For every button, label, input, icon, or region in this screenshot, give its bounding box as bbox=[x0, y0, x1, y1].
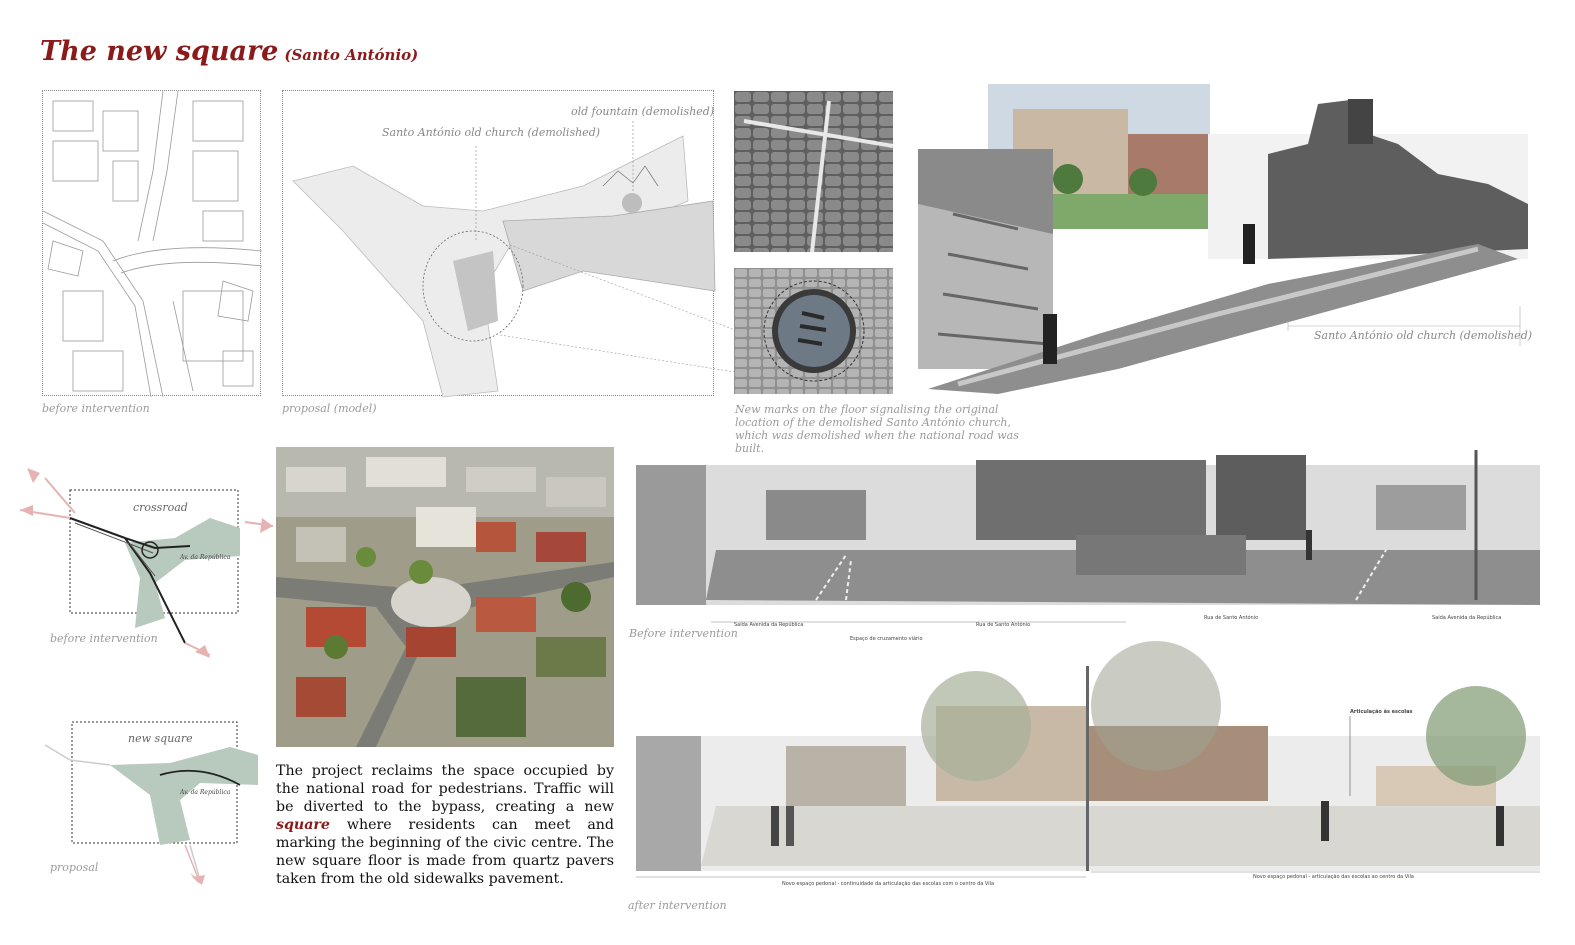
cobblestone-cross-photo bbox=[734, 91, 893, 252]
diagram-before-caption: before intervention bbox=[50, 632, 158, 645]
diagram-proposal bbox=[40, 705, 280, 885]
title-subtitle: (Santo António) bbox=[284, 46, 419, 64]
project-description bbox=[276, 762, 614, 888]
panorama-after-imagery bbox=[636, 666, 1540, 881]
proposal-caption: proposal (model) bbox=[282, 402, 377, 415]
diagram-avenue-label-1: Av. da República bbox=[180, 554, 231, 561]
before-plan-map bbox=[42, 90, 261, 396]
collage-imagery bbox=[918, 84, 1533, 394]
pano-after-articulacao: Articulação às escolas bbox=[1350, 709, 1413, 715]
diagram-new-square-label: new square bbox=[128, 732, 193, 745]
pano-before-label-4: Rua de Santo António bbox=[1204, 615, 1259, 621]
pano-before-label-5: Saída Avenida da República bbox=[1432, 615, 1502, 621]
cobblestone-texture bbox=[734, 91, 893, 252]
marker-texture bbox=[734, 268, 893, 394]
floor-marks-caption: New marks on the floor signalising the original location of the demolished Santo António church, which was demolished when the national road was built. bbox=[735, 403, 1019, 455]
aerial-photo bbox=[276, 447, 614, 747]
diagram-proposal-caption: proposal bbox=[50, 861, 99, 874]
panorama-before-imagery bbox=[636, 450, 1540, 620]
diagram-before-drawing bbox=[15, 458, 275, 658]
panorama-before bbox=[636, 450, 1540, 628]
diagram-crossroad-label: crossroad bbox=[133, 501, 188, 514]
pano-after-label-2: Novo espaço pedonal - articulação das escolas ao centro da Vila bbox=[1253, 874, 1414, 880]
aerial-imagery bbox=[276, 447, 614, 747]
plan-linework bbox=[43, 91, 262, 397]
diagram-avenue-label-2: Av. da República bbox=[180, 789, 231, 796]
floor-marker-photo bbox=[734, 268, 893, 394]
diagram-before bbox=[15, 458, 275, 658]
pano-before-label-2: Rua de Santo António bbox=[976, 622, 1031, 628]
panorama-after-caption: after intervention bbox=[628, 899, 727, 912]
model-label-church: Santo António old church (demolished) bbox=[382, 126, 601, 139]
collage-church-label: Santo António old church (demolished) bbox=[1314, 329, 1533, 342]
panorama-before-caption: Before intervention bbox=[629, 627, 738, 640]
proposal-model bbox=[282, 90, 714, 396]
description-highlight: square bbox=[276, 817, 330, 833]
pano-before-label-3: Espaço de cruzamento viário bbox=[850, 636, 923, 642]
panorama-after bbox=[636, 666, 1540, 881]
title-main: The new square bbox=[40, 36, 279, 67]
church-collage bbox=[918, 84, 1533, 394]
page-title bbox=[40, 36, 418, 67]
pano-after-label-1: Novo espaço pedonal - continuidade da articulação das escolas com o centro da Vila bbox=[782, 881, 995, 887]
description-part2: where residents can meet and marking the beginning of the civic centre. The new square floor is made from quartz pavers taken from the old sidewalks pavement. bbox=[276, 817, 614, 887]
model-label-fountain: old fountain (demolished) bbox=[571, 105, 715, 118]
before-plan-caption: before intervention bbox=[42, 402, 150, 415]
pano-before-label-1: Saída Avenida da República bbox=[734, 622, 804, 628]
description-part1: The project reclaims the space occupied by the national road for pedestrians. Traffic will be diverted to the bypass, creating a new bbox=[276, 763, 614, 815]
